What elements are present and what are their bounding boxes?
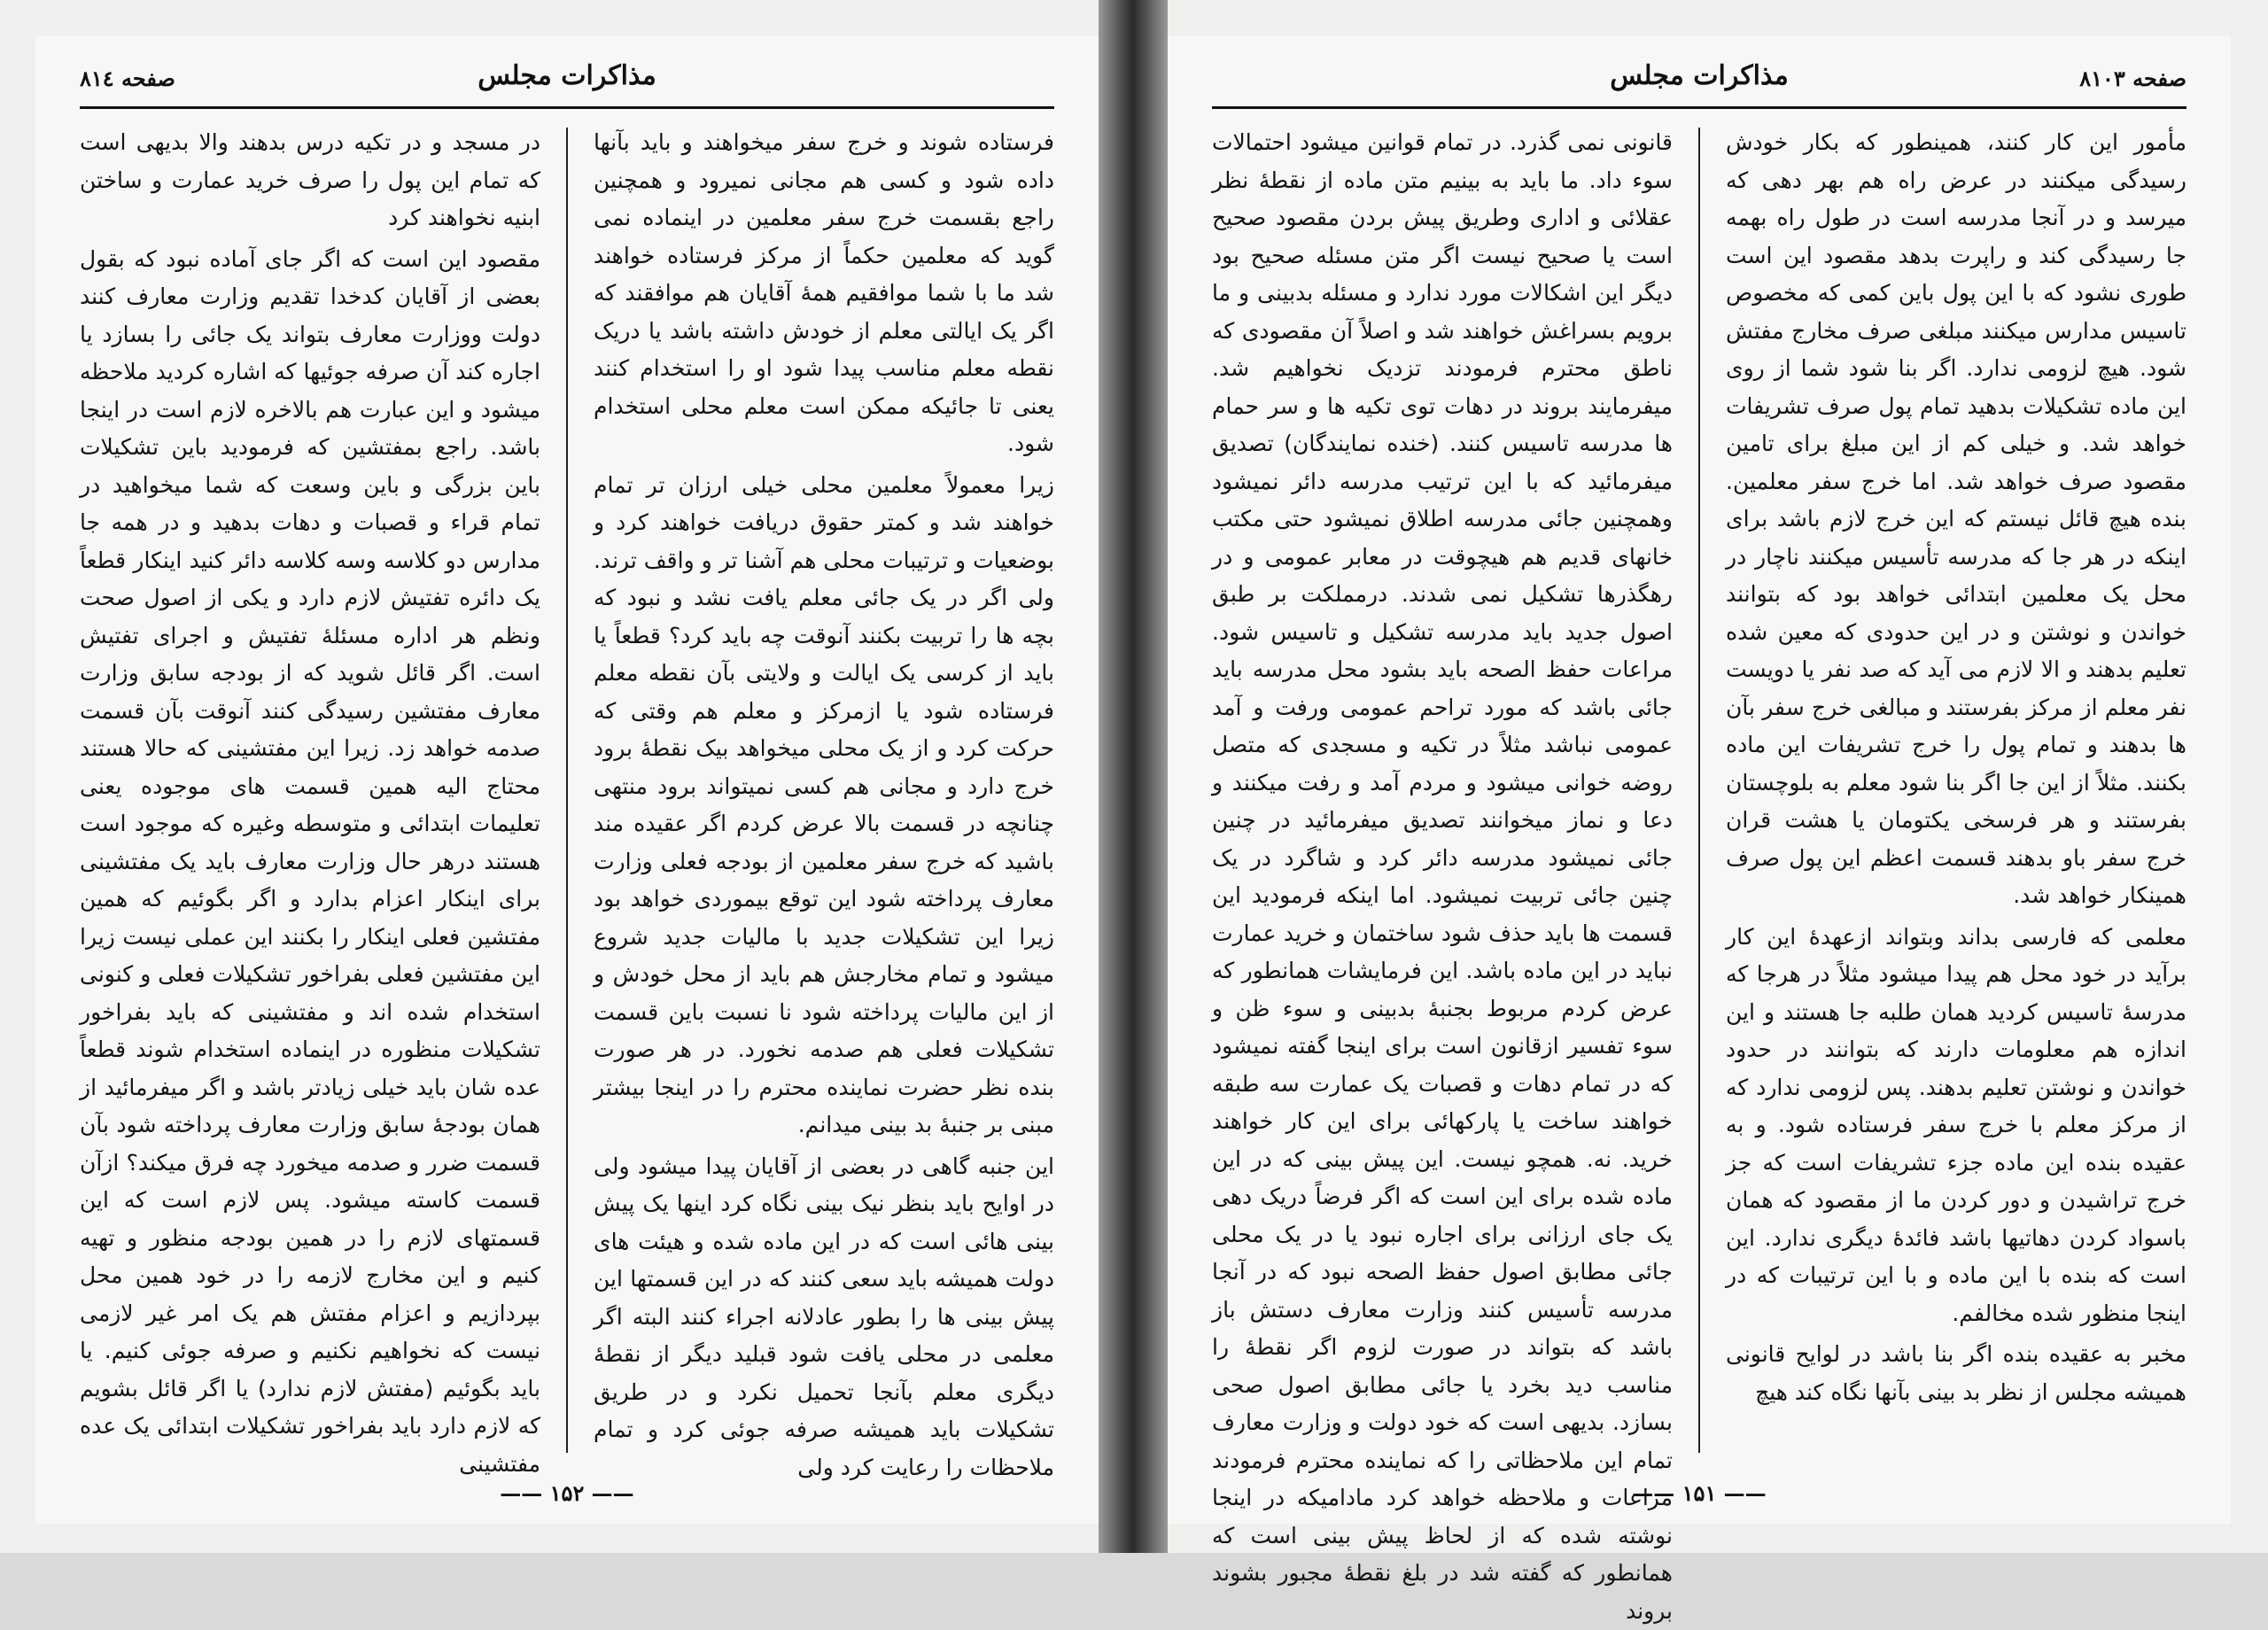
column-right	[594, 124, 1054, 1480]
book-gutter	[1099, 0, 1168, 1553]
folio-number: —— ۱۵۲ ——	[35, 1480, 1099, 1506]
column-left	[1212, 124, 1673, 1624]
left-page	[35, 35, 1099, 1524]
paragraph: مخبر به عقیده بنده اگر بنا باشد در لوایح قانونی همیشه مجلس از نظر بد بینی بآنها نگاه کند هیچ	[1726, 1341, 2186, 1405]
text-columns	[80, 124, 1054, 1480]
right-page	[1168, 35, 2231, 1624]
paragraph: در مسجد و در تکیه درس بدهند والا بدیهی است که تمام این پول را صرف خرید عمارت و ساختن ابنیه نخواهند کرد	[80, 129, 540, 230]
paragraph: فرستاده شوند و خرج سفر میخواهند و باید بآنها داده شود و کسی هم مجانی نمیرود و همچنین راجع بقسمت خرج سفر معلمین در اینماده نمی گوید که معلمین حکماً از مرکز فرستاده خواهند شد ما با شما موافقیم همهٔ آقایان هم موافقند که اگر یک ایالتی معلم از خودش داشته باشد یا دریک نقطه معلم مناسب پیدا شود او را استخدام کنند یعنی تا جائیکه ممکن است معلم محلی استخدام شود.	[594, 129, 1054, 456]
column-divider	[566, 128, 568, 1453]
column-divider	[1698, 128, 1700, 1453]
paragraph: قانونی نمی گذرد. در تمام قوانین میشود احتمالات سوء داد. ما باید به بینیم متن ماده از نقطهٔ نظر عقلائی و اداری وطریق پیش بردن مقصود صحیح است یا صحیح نیست اگر متن مسئله صحیح بود دیگر این اشکالات مورد ندارد و مسئله بدبینی و ما برویم بسراغش خواهند شد و اصلاً آن مقصودی که ناطق محترم فرمودند تزدیک نخواهیم شد. میفرمایند بروند در دهات توی تکیه ها و سر حمام ها مدرسه تاسیس کنند. (خنده نمایندگان) تصدیق میفرمائید که با این ترتیب مدرسه دائر نمیشود وهمچنین جائی مدرسه اطلاق نمیشود حتی مکتب خانهای قدیم هم هیچوقت در معابر عمومی و در رهگذرها تشکیل نمی شدند. درمملکت بر طبق اصول جدید باید مدرسه تشکیل و تاسیس شود. مراعات حفظ الصحه باید بشود محل مدرسه باید جائی باشد که مورد تراحم عمومی ورفت و آمد عمومی نباشد مثلاً در تکیه و مسجدی که متصل روضه خوانی میشود و مردم آمد و رفت میکنند و دعا و نماز میخوانند تصدیق میفرمائید در چنین جائی نمیشود مدرسه دائر کرد و شاگرد در یک چنین جائی تربیت نمیشود. اما اینکه فرمودید این قسمت ها باید حذف شود ساختمان و خرید عمارت نباید در این ماده باشد. این فرمایشات همانطور که عرض کردم مربوط بجنبهٔ بدبینی و سوء ظن و سوء تفسیر ازقانون است برای اینجا گفته نمیشود که در تمام دهات و قصبات یک عمارت سه طبقه خواهند ساخت یا پارکهائی برای این کار خواهند خرید. نه. همچو نیست. این پیش بینی که در این ماده شده برای این است که اگر فرضاً دریک دهی یک جای ارزانی برای اجاره نبود یا در یک محلی جائی مطابق اصول حفظ الصحه نبود که در آنجا مدرسه تأسیس کنند وزارت معارف دستش باز باشد که بتواند در صورت لزوم اگر نقطهٔ را مناسب دید بخرد یا جائی مطابق اصول صحی بسازد. بدیهی است که خود دولت و وزارت معارف تمام این ملاحظاتی را که نماینده محترم فرمودند مراعات و ملاحظه خواهد کرد مادامیکه در اینجا نوشته شده که از لحاظ پیش بینی است که همانطور که گفته شد در بلغ نقطهٔ مجبور بشوند بروند	[1212, 129, 1673, 1624]
header-title: مذاکرات مجلس	[1610, 60, 1789, 91]
paragraph: مأمور این کار کنند، همینطور که بکار خودش رسیدگی میکنند در عرض راه هم بهر دهی که میرسد و در آنجا مدرسه است در طول راه بهمه جا رسیدگی کند و راپرت بدهد مقصود این است طوری نشود که با این پول باین کمی که مخصوص تاسیس مدارس میکنند مبلغی صرف مخارج مفتش شود. هیچ لزومی ندارد. اگر بنا شود شما از روی این ماده تشکیلات بدهید تمام پول صرف تشریفات خواهد شد. و خیلی کم از این مبلغ برای تامین مقصود صرف خواهد شد. اما خرج سفر معلمین. بنده هیچ قائل نیستم که این خرج لازم باشد برای اینکه در هر جا که مدرسه تأسیس میکنند ناچار در محل یک معلمین ابتدائی خواهد بود که بتوانند خواندن و نوشتن و در این حدودی که معین شده تعلیم بدهند و الا لازم می آید که صد نفر یا دویست نفر معلم از مرکز بفرستند و مبالغی خرج سفر بآن ها بدهند و تمام پول را خرج تشریفات این ماده بکنند. مثلاً از این جا اگر بنا شود معلم به بلوچستان بفرستند و هر فرسخی یکتومان یا هشت قران خرج سفر باو بدهند قسمت اعظم این پول صرف همینکار خواهد شد.	[1726, 129, 2186, 908]
paragraph: مقصود این است که اگر جای آماده نبود که بقول بعضی از آقایان کدخدا تقدیم وزارت معارف کنند دولت ووزارت معارف بتواند یک جائی را بسازد یا اجاره کند آن صرفه جوئیها که اشاره کردید ملاحظه میشود و این عبارت هم بالاخره لازم است در اینجا باشد. راجع بمفتشین که فرمودید باین تشکیلات باین بزرگی و باین وسعت که شما میخواهید در تمام قراء و قصبات و دهات بدهید و در همه جا مدارس دو کلاسه وسه کلاسه دائر کنید اینکار قطعاً یک دائره تفتیش لازم دارد و یکی از اصول صحت ونظم هر اداره مسئلهٔ تفتیش و اجرای تفتیش است. اگر قائل شوید که از بودجه سابق وزارت معارف مفتشین رسیدگی کنند آنوقت بآن قسمت صدمه خواهد زد. زیرا این مفتشینی که حالا هستند محتاج الیه همین قسمت های موجوده یعنی تعلیمات ابتدائی و متوسطه وغیره که موجود است هستند درهر حال وزارت معارف باید یک مفتشینی برای اینکار اعزام بدارد و اگر بگوئیم که همین مفتشین فعلی اینکار را بکنند این عملی نیست زیرا این مفتشین فعلی بفراخور تشکیلات فعلی و کنونی استخدام شده اند و مفتشینی که باید بفراخور تشکیلات منظوره در اینماده استخدام شوند قطعاً عده شان باید خیلی زیادتر باشد و اگر میفرمائید از همان بودجهٔ سابق وزارت معارف پرداخته شود بآن قسمت ضرر و صدمه میخورد چه فرق میکند؟ ازآن قسمت کاسته میشود. پس لازم است که این قسمتهای لازم را در همین بودجه منظور و تهیه کنیم و این مخارج لازمه را در خود همین محل بپردازیم و اعزام مفتش هم یک امر غیر لازمی نیست که نخواهیم نکنیم و صرفه جوئی کنیم. یا باید بگوئیم (مفتش لازم ندارد) یا اگر قائل بشویم که لازم دارد باید بفراخور تشکیلات ابتدائی یک عده مفتشینی	[80, 245, 540, 1477]
paragraph: زیرا معمولاً معلمین محلی خیلی ارزان تر تمام خواهند شد و کمتر حقوق دریافت خواهند کرد و بوضعیات و ترتیبات محلی هم آشنا تر و واقف ترند. ولی اگر در یک جائی معلم یافت نشد و نبود که بچه ها را تربیت بکنند آنوقت چه باید کرد؟ قطعاً یا باید از کرسی یک ایالت و ولایتی بآن نقطه معلم فرستاده شود یا ازمرکز و معلم هم وقتی که حرکت کرد و از یک محلی میخواهد بیک نقطهٔ برود خرج دارد و مجانی هم کسی نمیتواند برود منتهی چنانچه در قسمت بالا عرض کردم اگر عقیده مند باشید که خرج سفر معلمین از بودجه فعلی وزارت معارف پرداخته شود این توقع بیموردی خواهد بود زیرا این تشکیلات جدید با مالیات جدید شروع میشود و تمام مخارجش هم باید از محل خودش و از این مالیات پرداخته شود نا نسبت باین قسمت تشکیلات فعلی هم صدمه نخورد. در هر صورت بنده نظر حضرت نماینده محترم را در اینجا بیشتر مبنی بر جنبهٔ بد بینی میدانم.	[594, 471, 1054, 1137]
paragraph: این جنبه گاهی در بعضی از آقایان پیدا میشود ولی در اوایح باید بنظر نیک بینی نگاه کرد اینها یک پیش بینی هائی است که در این ماده شده و هیئت های دولت همیشه باید سعی کنند که در این قسمتها این پیش بینی ها را بطور عادلانه اجراء کنند البته اگر معلمی در محلی یافت شود قبلید دیگر از نقطهٔ دیگری معلم بآنجا تحمیل نکرد و در طریق تشکیلات باید همیشه صرفه جوئی کرد و تمام ملاحظات را رعایت کرد ولی	[594, 1153, 1054, 1480]
page-header	[80, 57, 1054, 109]
page-header	[1212, 57, 2186, 109]
folio-number: —— ۱۵۱ ——	[1168, 1480, 2231, 1506]
paragraph: معلمی که فارسی بداند وبتواند ازعهدهٔ این کار برآید در خود محل هم پیدا میشود مثلاً در هرجا که مدرسهٔ تاسیس کردید همان طلبه جا هستند و این اندازه هم معلومات دارند که بتوانند در حدود خواندن و نوشتن تعلیم بدهند. پس لزومی ندارد که از مرکز معلم با خرج سفر فرستاده شود. و به عقیده بنده این ماده جزء تشریفات است که جز خرج تراشیدن و دور کردن ما از مقصود که همان باسواد کردن دهاتیها باشد فائدهٔ دیگری ندارد. این است که بنده با این ماده و با این ترتیبات که در اینجا منظور شده مخالفم.	[1726, 923, 2186, 1326]
page-number-label: صفحه ۸۱۰۳	[2079, 66, 2186, 91]
header-title: مذاکرات مجلس	[478, 60, 656, 91]
page-number-label: صفحه ۸۱٤	[80, 66, 175, 91]
column-right	[1726, 124, 2186, 1453]
column-left	[80, 124, 540, 1477]
